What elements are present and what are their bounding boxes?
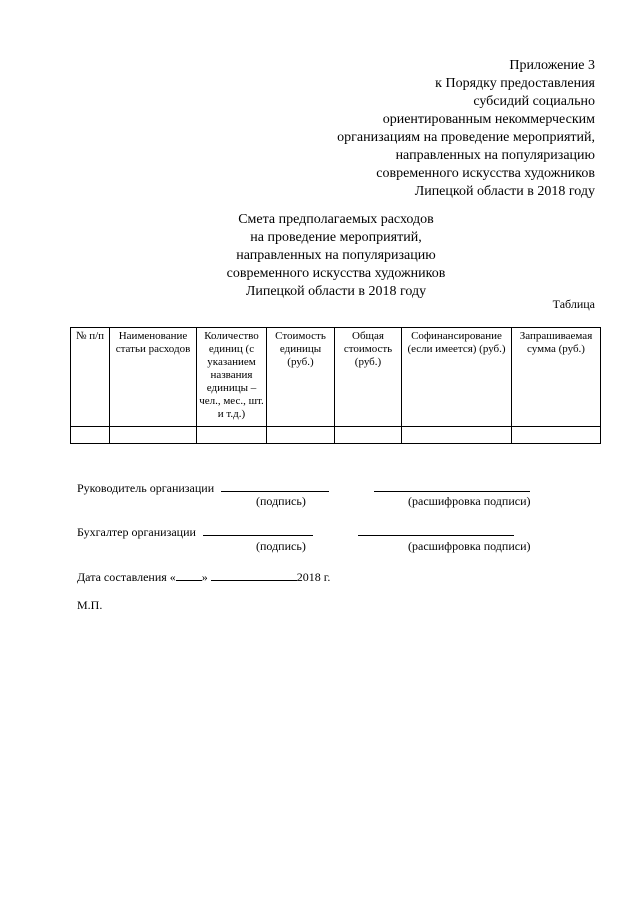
appendix-line: организациям на проведение мероприятий,	[337, 130, 595, 145]
accountant-decode-field[interactable]	[358, 524, 514, 536]
appendix-line: Липецкой области в 2018 году	[414, 184, 595, 199]
header-cell-quantity: Количество единиц (с указанием названия единицы – чел., мес., шт. и т.д.)	[197, 328, 267, 427]
header-cell-item-name: Наименование статьи расходов	[110, 328, 197, 427]
head-decode-field[interactable]	[374, 480, 530, 492]
appendix-line: ориентированным некоммерческим	[382, 112, 595, 127]
table-header-row	[71, 328, 601, 427]
table-cell[interactable]	[335, 427, 402, 444]
appendix-line: субсидий социально	[473, 94, 595, 109]
accountant-signature-line	[77, 524, 514, 539]
title-line: на проведение мероприятий,	[250, 230, 422, 245]
table-cell[interactable]	[71, 427, 110, 444]
document-title	[0, 211, 640, 301]
date-month-field[interactable]	[211, 569, 297, 581]
header-cell-number: № п/п	[71, 328, 110, 427]
table-row	[71, 427, 601, 444]
header-cell-unit-cost: Стоимость единицы (руб.)	[267, 328, 335, 427]
title-line: современного искусства художников	[226, 266, 446, 281]
header-cell-cofinancing: Софинансирование (если имеется) (руб.)	[402, 328, 512, 427]
table-cell[interactable]	[267, 427, 335, 444]
appendix-line: современного искусства художников	[376, 166, 595, 181]
head-signature-hint: (подпись)	[256, 494, 306, 508]
table-cell[interactable]	[402, 427, 512, 444]
title-line: Смета предполагаемых расходов	[238, 212, 434, 227]
head-signature-line	[77, 480, 530, 495]
appendix-line: Приложение 3	[509, 58, 595, 73]
head-signature-field[interactable]	[221, 480, 329, 492]
date-prefix: Дата составления «	[77, 570, 176, 584]
accountant-signature-field[interactable]	[203, 524, 313, 536]
table-cell[interactable]	[512, 427, 601, 444]
appendix-block	[265, 57, 595, 201]
accountant-decode-hint: (расшифровка подписи)	[408, 539, 531, 553]
date-suffix: 2018 г.	[296, 570, 331, 584]
date-day-field[interactable]	[176, 569, 202, 581]
date-quote-close: »	[201, 570, 208, 584]
date-line	[77, 569, 330, 584]
title-line: Липецкой области в 2018 году	[245, 284, 427, 299]
table-cell[interactable]	[197, 427, 267, 444]
head-signature-label: Руководитель организации	[77, 481, 215, 495]
appendix-line: к Порядку предоставления	[435, 76, 595, 91]
accountant-signature-label: Бухгалтер организации	[77, 525, 196, 539]
accountant-signature-hint: (подпись)	[256, 539, 306, 553]
head-decode-hint: (расшифровка подписи)	[408, 494, 531, 508]
title-line: направленных на популяризацию	[236, 248, 436, 263]
stamp-place-label: М.П.	[77, 598, 103, 612]
table-label: Таблица	[552, 297, 595, 311]
appendix-line: направленных на популяризацию	[395, 148, 595, 163]
table-cell[interactable]	[110, 427, 197, 444]
header-cell-requested-sum: Запрашиваемая сумма (руб.)	[512, 328, 601, 427]
header-cell-total-cost: Общая стоимость (руб.)	[335, 328, 402, 427]
estimate-table	[70, 327, 601, 444]
